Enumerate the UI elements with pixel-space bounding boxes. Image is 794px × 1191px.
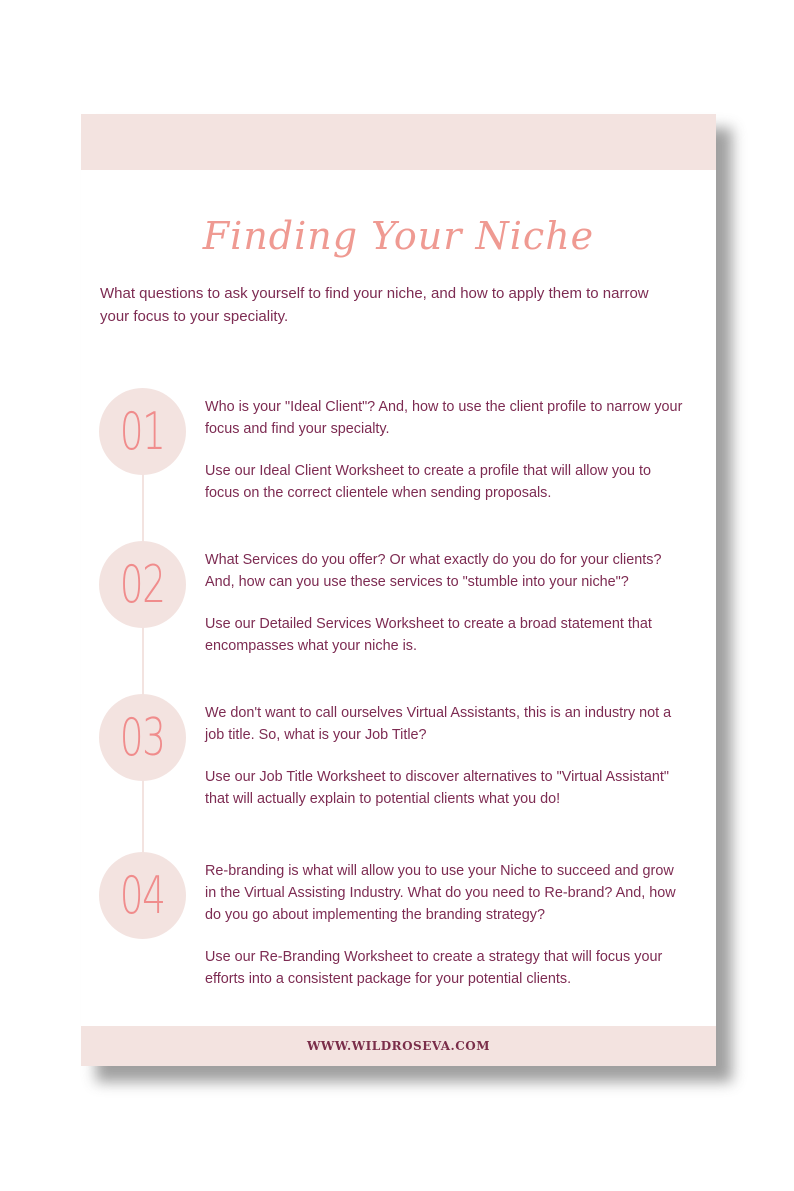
step-action: Use our Re-Branding Worksheet to create a strategy that will focus your efforts into a consistent package for your potential clients.	[205, 949, 663, 987]
step-number-circle	[99, 388, 186, 475]
step-action: Use our Ideal Client Worksheet to create a profile that will allow you to focus on the correct clientele when sending proposals.	[205, 463, 652, 501]
worksheet-page	[81, 114, 716, 1066]
step-text	[205, 396, 685, 504]
footer-band	[81, 1026, 716, 1066]
step-action: Use our Detailed Services Worksheet to create a broad statement that encompasses what your niche is.	[205, 616, 652, 654]
step-number: 04	[120, 865, 165, 926]
step-number-circle	[99, 852, 186, 939]
timeline-line	[142, 459, 144, 919]
step-text	[205, 702, 685, 810]
step-text	[205, 860, 685, 990]
step-question: We don't want to call ourselves Virtual Assistants, this is an industry not a job title. So, what is your Job Title?	[205, 705, 672, 743]
step-question: Re-branding is what will allow you to use your Niche to succeed and grow in the Virtual Assisting Industry. What do you need to Re-brand? And, how do you go about implementing the branding strategy?	[205, 863, 676, 923]
step-number-circle	[99, 694, 186, 781]
intro-text: What questions to ask yourself to find your niche, and how to apply them to narrow your focus to your speciality.	[100, 285, 649, 325]
step-number-circle	[99, 541, 186, 628]
step-text	[205, 549, 685, 657]
step-action: Use our Job Title Worksheet to discover alternatives to "Virtual Assistant" that will actually explain to potential clients what you do!	[205, 769, 669, 807]
step-number: 01	[120, 401, 165, 462]
header-band	[81, 114, 716, 170]
footer-url: WWW.WILDROSEVA.COM	[306, 1039, 491, 1053]
step-number: 02	[120, 554, 165, 615]
step-question: Who is your "Ideal Client"? And, how to use the client profile to narrow your focus and find your specialty.	[205, 399, 683, 437]
step-question: What Services do you offer? Or what exactly do you do for your clients? And, how can you use these services to "stumble into your niche"?	[205, 552, 662, 590]
step-number: 03	[120, 707, 165, 768]
page-title: Finding Your Niche	[202, 214, 595, 258]
